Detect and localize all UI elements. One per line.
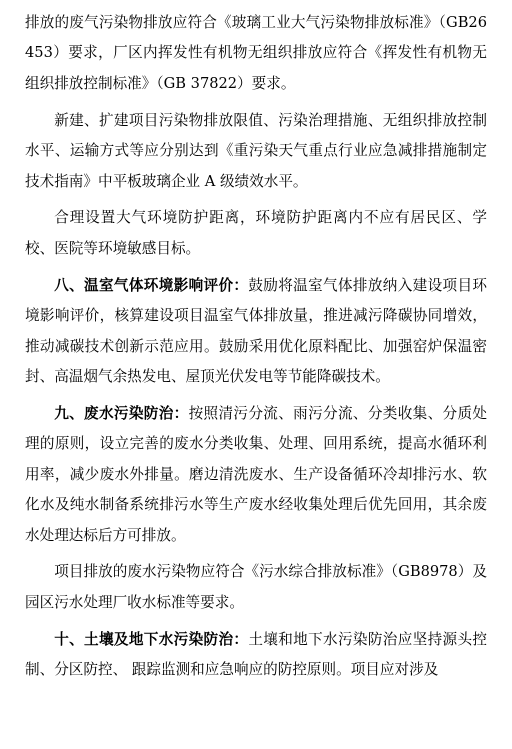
paragraph-gas-emission-standards: 排放的废气污染物排放应符合《玻璃工业大气污染物排放标准》（GB26453）要求，厂区内挥发性有机物无组织排放应符合《挥发性有机物无组织排放控制标准》（GB 37822）要求。: [25, 14, 487, 92]
paragraph-wastewater-standards: 项目排放的废水污染物应符合《污水综合排放标准》（GB8978）及园区污水处理厂收水标准等要求。: [25, 563, 487, 611]
section-body-soil-groundwater: 土壤和地下水污染防治应坚持源头控制、分区防控、 跟踪监测和应急响应的防控原则。项目应对涉及: [25, 630, 487, 679]
section-greenhouse-gas: [25, 271, 487, 393]
section-body-greenhouse-gas: 鼓励将温室气体排放纳入建设项目环境影响评价，核算建设项目温室气体排放量，推进减污降碳协同增效，推动减碳技术创新示范应用。鼓励采用优化原料配比、加强窑炉保温密封、高温烟气余热发电、屋顶光伏发电等节能降碳技术。: [25, 276, 487, 385]
paragraph-protection-distance: 合理设置大气环境防护距离，环境防护距离内不应有居民区、学校、医院等环境敏感目标。: [25, 209, 487, 257]
section-heading-greenhouse-gas: 八、温室气体环境影响评价：: [54, 276, 249, 294]
section-heading-soil-groundwater: 十、土壤及地下水污染防治：: [54, 630, 249, 648]
section-wastewater: [25, 399, 487, 551]
section-body-wastewater: 按照清污分流、雨污分流、分类收集、分质处理的原则，设立完善的废水分类收集、处理、回用系统，提高水循环利用率，减少废水外排量。磨边清洗废水、生产设备循环冷却排污水、软化水及纯水制备系统排污水等生产废水经收集处理后优先回用，其余废水处理达标后方可排放。: [25, 404, 487, 544]
paragraph-performance-level: 新建、扩建项目污染物排放限值、污染治理措施、无组织排放控制水平、运输方式等应分别达到《重污染天气重点行业应急减排措施制定技术指南》中平板玻璃企业 A 级绩效水平。: [25, 111, 487, 190]
section-heading-wastewater: 九、废水污染防治：: [54, 404, 189, 422]
section-soil-groundwater: [25, 625, 487, 686]
